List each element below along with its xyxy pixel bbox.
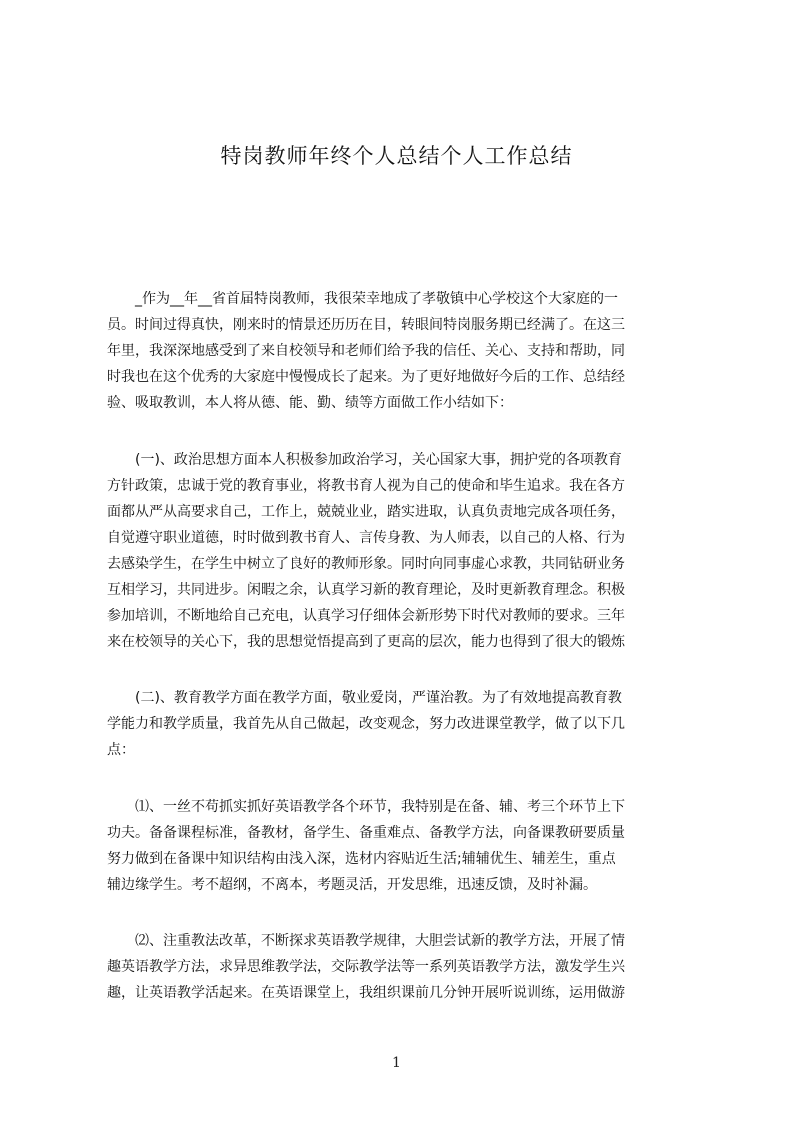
text-line: 时我也在这个优秀的大家庭中慢慢成长了起来。为了更好地做好今后的工作、总结经 xyxy=(107,369,625,385)
paragraph-political xyxy=(107,447,699,655)
text-line: 面都从严从高要求自己，工作上，兢兢业业，踏实进取，认真负责地完成各项任务， xyxy=(107,504,625,520)
text-line: 趣英语教学方法，求异思维教学法，交际教学法等一系列英语教学方法，激发学生兴 xyxy=(107,959,625,975)
paragraph-point-1 xyxy=(107,794,699,898)
paragraph-intro xyxy=(107,286,699,416)
page-number: 1 xyxy=(392,1055,401,1071)
text-line: 点： xyxy=(107,742,135,758)
text-line: _作为__年__省首届特岗教师，我很荣幸地成了孝敬镇中心学校这个大家庭的一 xyxy=(107,291,618,307)
text-line: 辅边缘学生。考不超纲，不离本，考题灵活，开发思维，迅速反馈，及时补漏。 xyxy=(107,877,597,893)
paragraph-teaching xyxy=(107,685,699,763)
document-title: 特岗教师年终个人总结个人工作总结 xyxy=(220,144,573,168)
text-line: 年里，我深深地感受到了来自校领导和老师们给予我的信任、关心、支持和帮助，同 xyxy=(107,343,625,359)
text-line: 方针政策，忠诚于党的教育事业，将教书育人视为自己的使命和毕生追求。我在各方 xyxy=(107,478,625,494)
text-line: 努力做到在备课中知识结构由浅入深，选材内容贴近生活;辅辅优生、辅差生，重点 xyxy=(107,851,616,867)
text-line: 员。时间过得真快，刚来时的情景还历历在目，转眼间特岗服务期已经满了。在这三 xyxy=(107,317,625,333)
text-line: ⑵、注重教法改革，不断探求英语教学规律，大胆尝试新的教学方法，开展了情 xyxy=(107,933,625,949)
text-line: (二)、教育教学方面在教学方面，敬业爱岗，严谨治教。为了有效地提高教育教 xyxy=(107,690,622,706)
text-line: 参加培训，不断地给自己充电，认真学习仔细体会新形势下时代对教师的要求。三年 xyxy=(107,608,625,624)
text-line: 验、吸取教训，本人将从德、能、勤、绩等方面做工作小结如下： xyxy=(107,395,513,411)
text-line: ⑴、一丝不苟抓实抓好英语教学各个环节，我特别是在备、辅、考三个环节上下 xyxy=(107,799,625,815)
text-line: 来在校领导的关心下，我的思想觉悟提高到了更高的层次，能力也得到了很大的锻炼 xyxy=(107,634,625,650)
text-line: 去感染学生，在学生中树立了良好的教师形象。同时向同事虚心求教，共同钻研业务 xyxy=(107,556,625,572)
text-line: 互相学习，共同进步。闲暇之余，认真学习新的教育理论，及时更新教育理念。积极 xyxy=(107,582,625,598)
text-line: 功夫。备备课程标准，备教材，备学生、备重难点、备教学方法，向备课教研要质量 xyxy=(107,825,625,841)
text-line: (一)、政治思想方面本人积极参加政治学习，关心国家大事，拥护党的各项教育 xyxy=(107,452,622,468)
text-line: 学能力和教学质量，我首先从自己做起，改变观念，努力改进课堂教学，做了以下几 xyxy=(107,716,625,732)
text-line: 趣，让英语教学活起来。在英语课堂上，我组织课前几分钟开展听说训练，运用做游 xyxy=(107,985,625,1001)
paragraph-point-2 xyxy=(107,928,699,1006)
text-line: 自觉遵守职业道德，时时做到教书育人、言传身教、为人师表，以自己的人格、行为 xyxy=(107,530,625,546)
